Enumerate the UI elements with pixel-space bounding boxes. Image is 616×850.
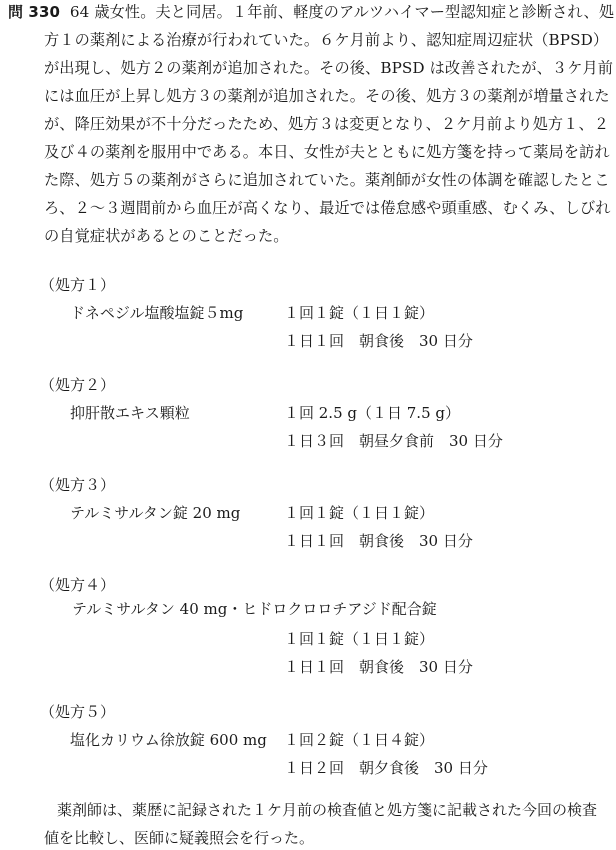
prescription-3-title: （処方３） (40, 476, 116, 494)
question-line-1 (8, 3, 614, 22)
question-line-5: が、降圧効果が不十分だったため、処方３は変更となり、２ケ月前より処方１、２ (44, 115, 610, 133)
prescription-5-schedule: １日２回 朝夕食後 30 日分 (284, 759, 488, 777)
prescription-1-schedule: １日１回 朝食後 30 日分 (284, 332, 473, 350)
prescription-2-title: （処方２） (40, 376, 116, 394)
prescription-1-title: （処方１） (40, 276, 116, 294)
question-line-7: た際、処方５の薬剤がさらに追加されていた。薬剤師が女性の体調を確認したとこ (44, 171, 610, 189)
prescription-4-dose: １回１錠（１日１錠） (284, 630, 435, 648)
question-line-3: が出現し、処方２の薬剤が追加された。その後、BPSD は改善されたが、３ケ月前 (44, 59, 614, 77)
prescription-3-dose: １回１錠（１日１錠） (284, 504, 435, 522)
closing-line-2: 値を比較し、医師に疑義照会を行った。 (44, 829, 315, 847)
prescription-1-dose: １回１錠（１日１錠） (284, 304, 435, 322)
prescription-3-schedule: １日１回 朝食後 30 日分 (284, 532, 473, 550)
question-line-4: には血圧が上昇し処方３の薬剤が追加された。その後、処方３の薬剤が増量された (44, 87, 610, 105)
prescription-4-drug: テルミサルタン 40 mg・ヒドロクロロチアジド配合錠 (72, 600, 437, 618)
closing-line-1: 薬剤師は、薬歴に記録された１ケ月前の検査値と処方箋に記載された今回の検査 (57, 801, 598, 819)
question-line-6: 及び４の薬剤を服用中である。本日、女性が夫とともに処方箋を持って薬局を訪れ (44, 143, 610, 161)
prescription-2-schedule: １日３回 朝昼夕食前 30 日分 (284, 432, 503, 450)
prescription-5-title: （処方５） (40, 703, 116, 721)
prescription-2-drug: 抑肝散エキス顆粒 (70, 404, 190, 422)
question-text: 64 歳女性。夫と同居。１年前、軽度のアルツハイマー型認知症と診断され、処 (69, 3, 615, 21)
prescription-4-schedule: １日１回 朝食後 30 日分 (284, 658, 473, 676)
prescription-5-drug: 塩化カリウム徐放錠 600 mg (70, 731, 267, 749)
prescription-2-dose: １回 2.5 g（１日 7.5 g） (284, 404, 460, 422)
prescription-3-drug: テルミサルタン錠 20 mg (70, 504, 241, 522)
question-line-9: の自覚症状があるとのことだった。 (44, 227, 289, 245)
question-line-2: 方１の薬剤による治療が行われていた。６ケ月前より、認知症周辺症状（BPSD） (44, 31, 609, 49)
question-line-8: ろ、２～３週間前から血圧が高くなり、最近では倦怠感や頭重感、むくみ、しびれ (44, 199, 611, 217)
prescription-5-dose: １回２錠（１日４錠） (284, 731, 435, 749)
prescription-4-title: （処方４） (40, 576, 116, 594)
prescription-1-drug: ドネペジル塩酸塩錠５mg (70, 304, 244, 322)
question-number: 問 330 (8, 3, 61, 21)
